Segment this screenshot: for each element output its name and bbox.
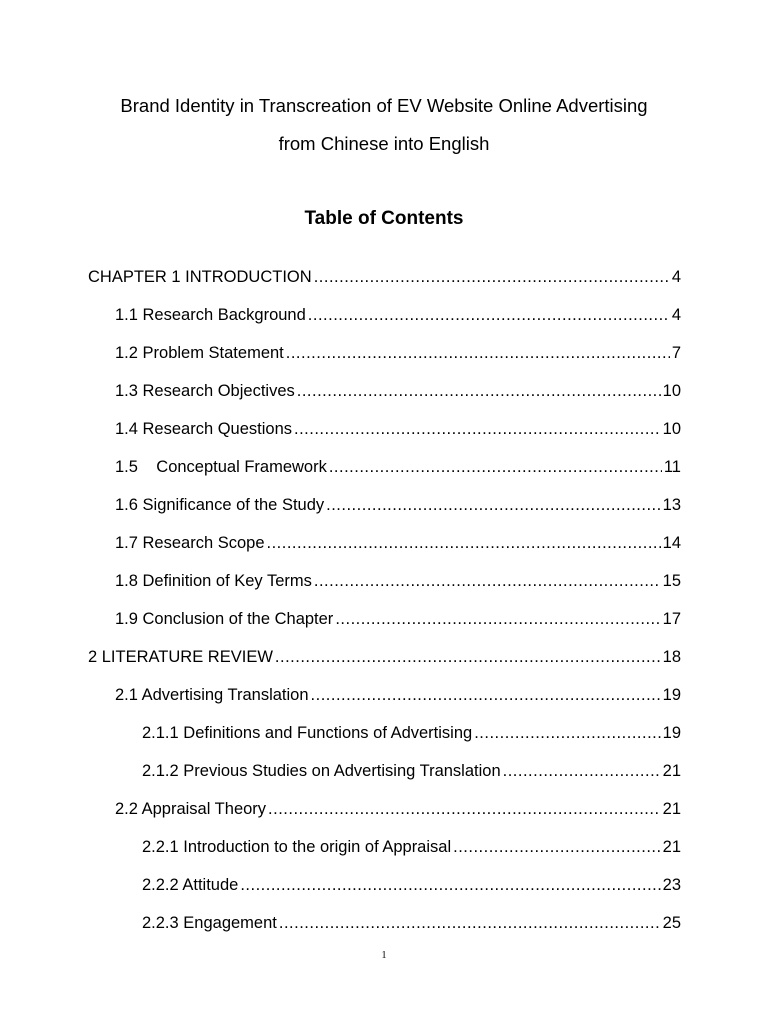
toc-dot-leader — [474, 721, 660, 745]
toc-dot-leader — [297, 379, 661, 403]
toc-dot-leader — [311, 683, 661, 707]
toc-entry-page-number: 19 — [662, 724, 681, 742]
toc-entry-page-number: 10 — [662, 382, 681, 400]
toc-entry-title: 2.1.1 Definitions and Functions of Advertising — [142, 724, 473, 742]
toc-dot-leader — [275, 645, 661, 669]
toc-entry-page-number: 21 — [662, 800, 681, 818]
toc-entry-title: 1.8 Definition of Key Terms — [115, 572, 312, 590]
toc-dot-leader — [279, 911, 661, 935]
document-title-line-1: Brand Identity in Transcreation of EV Website Online Advertising — [120, 95, 648, 116]
toc-entry[interactable] — [0, 379, 681, 417]
toc-entry[interactable] — [0, 911, 681, 949]
toc-entry-page-number: 23 — [662, 876, 681, 894]
toc-dot-leader — [240, 873, 660, 897]
toc-entry-title: 1.6 Significance of the Study — [115, 496, 325, 514]
toc-entry[interactable] — [0, 417, 681, 455]
toc-dot-leader — [503, 759, 661, 783]
toc-entry[interactable] — [0, 265, 681, 303]
toc-entry[interactable] — [0, 683, 681, 721]
toc-dot-leader — [268, 797, 661, 821]
toc-entry-title: 1.2 Problem Statement — [115, 344, 284, 362]
toc-entry-page-number: 13 — [662, 496, 681, 514]
toc-entry-page-number: 21 — [662, 838, 681, 856]
toc-entry-page-number: 25 — [662, 914, 681, 932]
toc-entry-page-number: 4 — [671, 268, 681, 286]
toc-dot-leader — [453, 835, 661, 859]
toc-entry[interactable] — [0, 873, 681, 911]
toc-entry-title: 1.7 Research Scope — [115, 534, 265, 552]
toc-entry[interactable] — [0, 835, 681, 873]
toc-entry-page-number: 18 — [662, 648, 681, 666]
toc-entry-title: 2.2.3 Engagement — [142, 914, 277, 932]
toc-entry-page-number: 19 — [662, 686, 681, 704]
toc-entry-page-number: 7 — [671, 344, 681, 362]
toc-entry-page-number: 10 — [662, 420, 681, 438]
toc-entry-title: 2.2.1 Introduction to the origin of Appraisal — [142, 838, 452, 856]
toc-entry-page-number: 4 — [671, 306, 681, 324]
toc-entry-page-number: 15 — [662, 572, 681, 590]
toc-entry[interactable] — [0, 645, 681, 683]
toc-entry[interactable] — [0, 303, 681, 341]
toc-entry-title: CHAPTER 1 INTRODUCTION — [88, 268, 312, 286]
toc-entry-title: 2 LITERATURE REVIEW — [88, 648, 273, 666]
toc-entry-title: 2.1.2 Previous Studies on Advertising Translation — [142, 762, 501, 780]
toc-entry-page-number: 14 — [662, 534, 681, 552]
toc-entry-title: 1.4 Research Questions — [115, 420, 293, 438]
toc-entry-title: 2.2.2 Attitude — [142, 876, 239, 894]
toc-dot-leader — [326, 493, 661, 517]
toc-entry[interactable] — [0, 569, 681, 607]
toc-entry-title: 1.1 Research Background — [115, 306, 306, 324]
toc-entry-title: 1.9 Conclusion of the Chapter — [115, 610, 334, 628]
toc-dot-leader — [335, 607, 660, 631]
toc-heading: Table of Contents — [304, 208, 464, 229]
toc-entry-page-number: 17 — [662, 610, 681, 628]
toc-dot-leader — [286, 341, 670, 365]
toc-entry-title: 2.2 Appraisal Theory — [115, 800, 267, 818]
toc-entry-title: 1.5 Conceptual Framework — [115, 458, 327, 476]
toc-dot-leader — [308, 303, 670, 327]
toc-entry-title: 1.3 Research Objectives — [115, 382, 295, 400]
table-of-contents — [0, 265, 768, 949]
toc-entry-page-number: 11 — [663, 458, 681, 476]
toc-dot-leader — [314, 265, 670, 289]
toc-entry[interactable] — [0, 341, 681, 379]
page-number: 1 — [381, 950, 387, 961]
toc-entry[interactable] — [0, 455, 681, 493]
toc-dot-leader — [294, 417, 661, 441]
toc-entry[interactable] — [0, 493, 681, 531]
toc-dot-leader — [314, 569, 661, 593]
document-title-line-2: from Chinese into English — [278, 133, 490, 154]
toc-entry[interactable] — [0, 759, 681, 797]
toc-entry[interactable] — [0, 721, 681, 759]
toc-dot-leader — [329, 455, 662, 479]
toc-entry[interactable] — [0, 797, 681, 835]
toc-entry-title: 2.1 Advertising Translation — [115, 686, 309, 704]
toc-dot-leader — [267, 531, 661, 555]
toc-entry[interactable] — [0, 531, 681, 569]
toc-entry[interactable] — [0, 607, 681, 645]
toc-entry-page-number: 21 — [662, 762, 681, 780]
